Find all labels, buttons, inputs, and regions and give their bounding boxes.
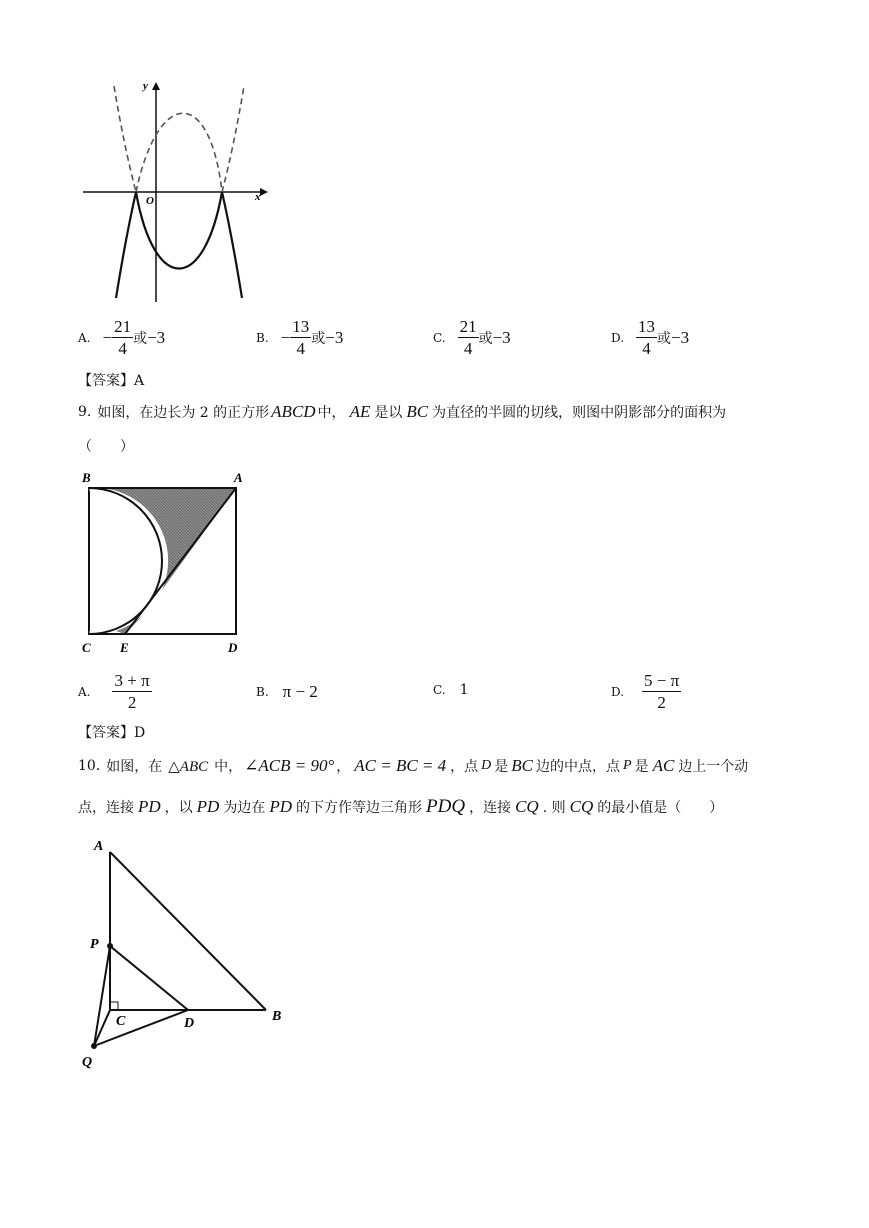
right-angle-mark xyxy=(110,1002,118,1010)
stem-text: 边上一个动 xyxy=(678,759,749,775)
math-sides: AC = BC = 4 xyxy=(354,756,447,775)
stem-text: 为直径的半圆的切线，则图中阴影部分的面积为 xyxy=(432,405,727,421)
q8-option-b xyxy=(256,318,343,357)
q10-stem-line1 xyxy=(78,756,748,776)
label-q: Q xyxy=(82,1055,93,1070)
stem-text: 为边在 xyxy=(223,800,266,816)
math-bc: BC xyxy=(511,756,534,775)
option-tail: −3 xyxy=(492,327,511,347)
option-or: 或 xyxy=(133,330,148,347)
label-d: D xyxy=(184,1016,195,1031)
stem-text: ， xyxy=(336,759,351,775)
option-label: D. xyxy=(611,330,625,345)
math-bc: BC xyxy=(406,402,429,421)
segment-pd xyxy=(110,946,188,1010)
stem-text: 的最小值是（ ） xyxy=(597,800,724,816)
side-ab xyxy=(110,852,266,1010)
fraction-denominator: 2 xyxy=(657,693,666,712)
q9-option-d xyxy=(611,672,681,711)
label-a: A xyxy=(234,470,243,485)
question-number: 9. xyxy=(78,404,92,420)
q8-answer: 【答案】A xyxy=(78,373,145,389)
math-ae: AE xyxy=(349,402,371,421)
shaded-region-upper xyxy=(89,488,236,590)
stem-text: 如图，在边长为 2 的正方形 xyxy=(97,405,270,421)
label-b: B xyxy=(82,470,91,485)
origin-label: O xyxy=(146,195,154,207)
q9-option-c xyxy=(433,682,469,698)
q9-answer: 【答案】D xyxy=(78,725,146,741)
math-cq: CQ xyxy=(515,797,539,816)
point-q xyxy=(91,1043,97,1049)
math-angle: ∠ACB = 90° xyxy=(244,756,335,775)
math-pd: PD xyxy=(138,797,161,816)
fraction-numerator: 3 + π xyxy=(114,671,150,690)
option-label: A. xyxy=(78,330,91,345)
dashed-right-branch xyxy=(222,86,244,192)
math-p: P xyxy=(623,758,632,773)
q9-stem xyxy=(78,402,726,422)
stem-text: 边的中点，点 xyxy=(536,759,621,775)
math-pd: PD xyxy=(269,797,293,816)
fraction-numerator: 21 xyxy=(459,317,477,336)
q8-option-d xyxy=(611,318,689,357)
option-tail: −3 xyxy=(147,327,166,347)
x-axis-arrow xyxy=(260,188,268,196)
option-fraction xyxy=(112,318,133,357)
label-a: A xyxy=(94,839,104,854)
stem-text: 是以 xyxy=(374,405,403,421)
shaded-region-lower xyxy=(116,610,148,634)
stem-text: 的下方作等边三角形 xyxy=(296,800,423,816)
option-fraction xyxy=(290,318,311,357)
fraction-denominator: 4 xyxy=(118,339,127,358)
y-axis-arrow xyxy=(152,82,160,90)
fraction-numerator: 21 xyxy=(114,317,132,336)
stem-text: 是 xyxy=(634,759,649,775)
fraction-denominator: 2 xyxy=(127,693,137,712)
fraction-denominator: 4 xyxy=(463,339,473,358)
fraction-denominator: 4 xyxy=(642,339,651,358)
solid-right-branch xyxy=(222,192,242,298)
stem-text: 是 xyxy=(494,759,509,775)
fraction-numerator: 13 xyxy=(292,317,310,336)
stem-text: 点，连接 xyxy=(78,800,134,816)
stem-text: ，以 xyxy=(164,800,193,816)
q9-paren: （ ） xyxy=(78,439,134,455)
segment-pq xyxy=(94,946,110,1046)
fraction-numerator: 5 − π xyxy=(644,671,680,690)
question-number: 10. xyxy=(78,758,101,774)
math-cq: CQ xyxy=(569,797,594,816)
q10-stem-line2 xyxy=(78,796,723,818)
option-sign: − xyxy=(102,327,113,347)
stem-text: ，连接 xyxy=(469,800,512,816)
option-tail: −3 xyxy=(325,327,344,347)
option-fraction xyxy=(636,318,657,357)
math-triangle: △ABC xyxy=(168,758,209,775)
option-value: π − 2 xyxy=(282,682,318,701)
stem-text: 中， xyxy=(214,759,243,775)
q8-option-a xyxy=(78,318,165,357)
math-square: ABCD xyxy=(271,402,316,421)
option-fraction xyxy=(458,318,479,357)
math-ac: AC xyxy=(652,756,675,775)
label-p: P xyxy=(90,937,99,952)
option-label: B. xyxy=(256,330,269,345)
option-fraction xyxy=(642,672,681,711)
option-label: C. xyxy=(433,683,446,697)
square-semicircle-figure xyxy=(76,466,256,660)
stem-text: ，点 xyxy=(450,759,479,775)
math-pdq: PDQ xyxy=(426,796,466,817)
q9-option-a xyxy=(78,672,152,711)
math-pd: PD xyxy=(196,797,220,816)
x-axis-label: x xyxy=(255,191,261,203)
stem-text: 如图，在 xyxy=(106,759,163,775)
point-p xyxy=(107,943,113,949)
option-or: 或 xyxy=(478,330,493,347)
math-d: D xyxy=(481,758,492,773)
q8-option-c xyxy=(433,318,511,357)
label-d: D xyxy=(228,640,238,655)
option-fraction xyxy=(112,672,151,711)
label-c: C xyxy=(82,640,91,655)
triangle-abc-figure xyxy=(78,834,298,1074)
dashed-middle-arch xyxy=(136,113,222,192)
y-axis-label: y xyxy=(143,80,148,92)
option-label: B. xyxy=(256,685,269,699)
label-b: B xyxy=(272,1009,282,1024)
option-or: 或 xyxy=(657,330,672,347)
dashed-left-branch xyxy=(114,86,136,192)
q9-option-b xyxy=(256,682,318,702)
solid-left-branch xyxy=(116,192,136,298)
option-tail: −3 xyxy=(671,327,690,347)
option-sign: − xyxy=(280,327,291,347)
fraction-denominator: 4 xyxy=(296,339,305,358)
option-or: 或 xyxy=(311,330,326,347)
parabola-graph xyxy=(80,76,270,308)
label-c: C xyxy=(116,1014,126,1029)
label-e: E xyxy=(120,640,129,655)
option-label: C. xyxy=(433,330,446,345)
fraction-numerator: 13 xyxy=(638,317,656,336)
option-value: 1 xyxy=(459,682,469,698)
option-label: D. xyxy=(611,684,625,699)
option-label: A. xyxy=(78,684,91,699)
stem-text: 中， xyxy=(317,405,346,421)
stem-text: . 则 xyxy=(542,800,566,816)
